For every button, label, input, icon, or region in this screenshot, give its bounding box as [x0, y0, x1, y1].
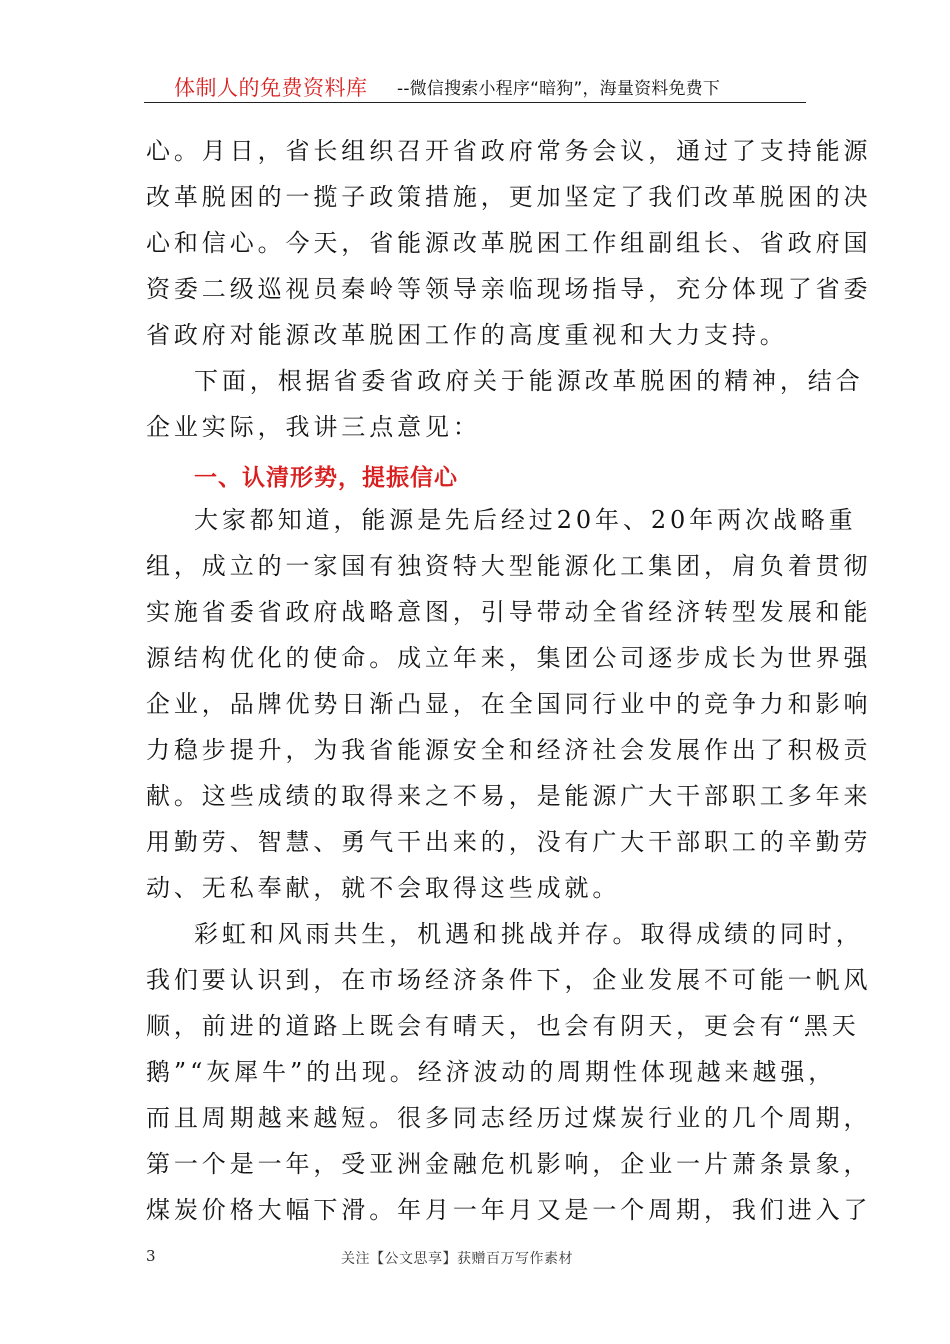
body-line: 改革脱困的一揽子政策措施，更加坚定了我们改革脱困的决	[146, 183, 872, 211]
body-line: 企业，品牌优势日渐凸显，在全国同行业中的竞争力和影响	[146, 690, 872, 718]
body-line: 心。月日，省长组织召开省政府常务会议，通过了支持能源	[146, 137, 872, 165]
body-line: 动、无私奉献，就不会取得这些成就。	[146, 874, 621, 902]
body-line: 实施省委省政府战略意图，引导带动全省经济转型发展和能	[146, 598, 872, 626]
body-line: 彩虹和风雨共生，机遇和挑战并存。取得成绩的同时，	[194, 920, 864, 948]
body-line: 我们要认识到，在市场经济条件下，企业发展不可能一帆风	[146, 966, 872, 994]
footer-note: 关注【公文思享】获赠百万写作素材	[341, 1251, 573, 1267]
body-line: 顺，前进的道路上既会有晴天，也会有阴天，更会有“黑天	[146, 1012, 860, 1040]
body-line: 大家都知道，能源是先后经过20年、20年两次战略重	[194, 506, 857, 534]
body-line: 下面，根据省委省政府关于能源改革脱困的精神，结合	[194, 367, 864, 395]
body-line: 鹅”“灰犀牛”的出现。经济波动的周期性体现越来越强，	[146, 1058, 837, 1086]
body-line: 而且周期越来越短。很多同志经历过煤炭行业的几个周期，	[146, 1104, 872, 1132]
body-line: 源结构优化的使命。成立年来，集团公司逐步成长为世界强	[146, 644, 872, 672]
body-line: 第一个是一年，受亚洲金融危机影响，企业一片萧条景象，	[146, 1150, 872, 1178]
body-line: 组，成立的一家国有独资特大型能源化工集团，肩负着贯彻	[146, 552, 872, 580]
body-line: 资委二级巡视员秦岭等领导亲临现场指导，充分体现了省委	[146, 275, 872, 303]
body-line: 献。这些成绩的取得来之不易，是能源广大干部职工多年来	[146, 782, 872, 810]
body-line: 力稳步提升，为我省能源安全和经济社会发展作出了积极贡	[146, 736, 872, 764]
body-line: 用勤劳、智慧、勇气干出来的，没有广大干部职工的辛勤劳	[146, 828, 872, 856]
body-line: 省政府对能源改革脱困工作的高度重视和大力支持。	[146, 321, 788, 349]
header-tagline: --微信搜索小程序“暗狗”，海量资料免费下	[397, 79, 721, 99]
page-number: 3	[146, 1247, 156, 1265]
section-heading: 一、认清形势，提振信心	[194, 465, 458, 491]
body-line: 企业实际，我讲三点意见：	[146, 413, 481, 441]
body-line: 心和信心。今天，省能源改革脱困工作组副组长、省政府国	[146, 229, 872, 257]
page-header	[144, 70, 806, 103]
body-line: 煤炭价格大幅下滑。年月一年月又是一个周期，我们进入了	[146, 1196, 872, 1224]
header-brand: 体制人的免费资料库	[174, 76, 368, 100]
